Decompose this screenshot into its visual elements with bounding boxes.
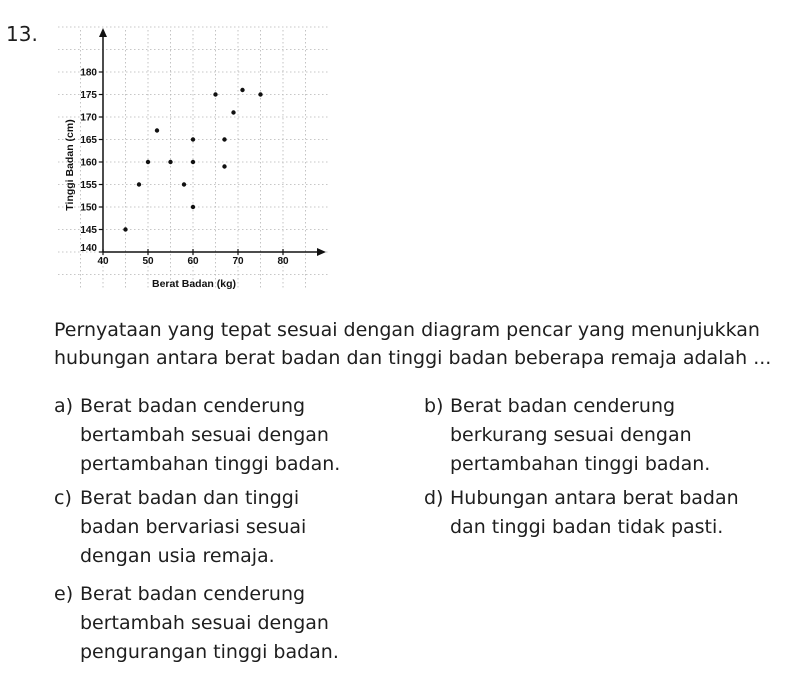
data-point [191, 137, 195, 141]
chart-grid [58, 27, 330, 290]
question-number: 13. [6, 22, 38, 46]
question-text: Pernyataan yang tepat sesuai dengan diagram pencar yang menunjukkan hubungan antara berat badan dan tinggi badan beberapa remaja adalah ... [54, 319, 772, 369]
x-tick-label: 70 [232, 256, 244, 267]
data-point [240, 88, 244, 92]
y-tick-label: 160 [80, 157, 97, 169]
option-text: Berat badan cenderung bertambah sesuai dengan pertambahan tinggi badan. [80, 395, 341, 475]
data-point [137, 182, 141, 186]
option-text: Berat badan dan tinggi badan bervariasi sesuai dengan usia remaja. [80, 487, 307, 567]
y-axis-arrow [99, 28, 107, 37]
option-b[interactable] [424, 392, 724, 479]
y-tick-label: 145 [80, 225, 97, 236]
x-tick-label: 60 [187, 256, 199, 267]
data-point [168, 160, 172, 164]
option-c[interactable] [54, 484, 364, 571]
option-letter: e) [54, 583, 74, 605]
data-point [222, 164, 226, 168]
option-text: Berat badan cenderung berkurang sesuai dengan pertambahan tinggi badan. [450, 395, 711, 475]
y-tick-label: 175 [80, 90, 97, 101]
x-tick-label: 40 [97, 256, 109, 267]
x-tick-label: 80 [277, 256, 289, 267]
option-a[interactable] [54, 392, 354, 479]
option-letter: a) [54, 395, 74, 417]
scatter-chart [0, 0, 798, 300]
x-axis-label: Berat Badan (kg) [151, 278, 237, 290]
chart-ticks [80, 68, 289, 268]
y-tick-label: 180 [80, 67, 97, 79]
data-point [222, 137, 226, 141]
y-tick-label: 140 [80, 243, 97, 254]
data-point [258, 92, 262, 96]
x-axis-arrow [317, 248, 326, 256]
data-point [155, 128, 159, 132]
x-tick-label: 50 [142, 256, 154, 267]
option-d[interactable] [424, 484, 764, 542]
option-text: Hubungan antara berat badan dan tinggi badan tidak pasti. [450, 487, 739, 538]
data-point [191, 160, 195, 164]
y-tick-label: 155 [80, 180, 97, 191]
y-tick-label: 170 [80, 112, 97, 124]
option-e[interactable] [54, 580, 354, 667]
chart-axes [99, 28, 326, 256]
y-axis-label: Tinggi Badan (cm) [64, 119, 76, 211]
y-tick-label: 150 [80, 202, 97, 214]
option-letter: c) [54, 487, 72, 509]
data-point [213, 92, 217, 96]
data-point [191, 205, 195, 209]
option-text: Berat badan cenderung bertambah sesuai dengan pengurangan tinggi badan. [80, 583, 339, 663]
option-letter: d) [424, 487, 444, 509]
y-tick-label: 165 [80, 135, 97, 146]
data-point [123, 227, 127, 231]
data-point [182, 182, 186, 186]
option-letter: b) [424, 395, 444, 417]
data-point [231, 110, 235, 114]
data-point [146, 160, 150, 164]
